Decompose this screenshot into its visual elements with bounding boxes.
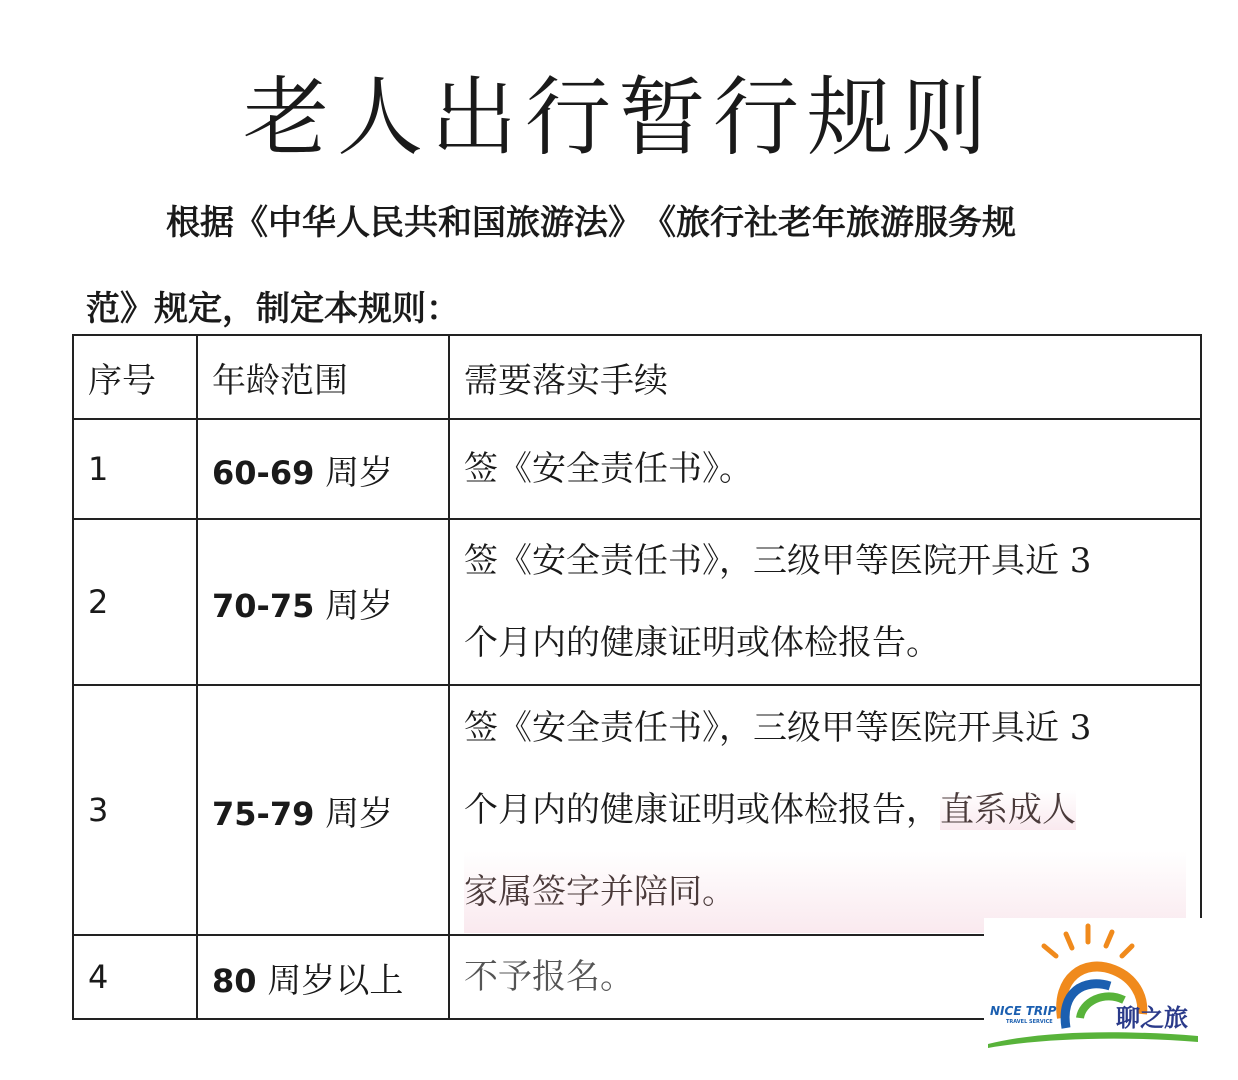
intro-line-1	[86, 180, 1196, 266]
age-unit: 周岁	[314, 793, 394, 834]
table-row	[73, 419, 1201, 519]
table-row	[73, 519, 1201, 685]
age-unit: 周岁以上	[256, 960, 404, 1001]
logo-chinese-text: 聊之旅	[1116, 1004, 1188, 1032]
table-row	[73, 685, 1201, 935]
table-header-row	[73, 335, 1201, 419]
requirement-line	[464, 769, 1186, 851]
requirement-line: 不予报名。	[464, 957, 634, 997]
row-age	[197, 519, 449, 685]
requirement-line-text: 个月内的健康证明或体检报告，	[464, 790, 940, 830]
row-number: 1	[73, 419, 197, 519]
age-number: 60-69	[212, 453, 315, 492]
row-age	[197, 685, 449, 935]
logo-english-text: NICE TRIP	[990, 1004, 1057, 1018]
row-age	[197, 419, 449, 519]
row-number: 4	[73, 935, 197, 1019]
age-number: 80	[212, 961, 257, 1000]
header-age-range: 年龄范围	[197, 335, 449, 419]
highlighted-text: 直系成人	[940, 790, 1076, 830]
row-age	[197, 935, 449, 1019]
requirement-line: 签《安全责任书》，三级甲等医院开具近 3	[464, 541, 1092, 581]
header-number: 序号	[73, 335, 197, 419]
requirement-line: 家属签字并陪同。	[464, 851, 1186, 933]
age-number: 70-75	[212, 586, 315, 625]
header-requirements: 需要落实手续	[449, 335, 1201, 419]
requirement-line: 签《安全责任书》。	[464, 449, 753, 489]
logo-subtitle-text: TRAVEL SERVICE	[1006, 1019, 1053, 1025]
intro-paragraph	[86, 180, 1196, 352]
row-requirement	[449, 685, 1201, 935]
requirement-line: 个月内的健康证明或体检报告。	[464, 623, 940, 663]
intro-line-1-text: 根据《中华人民共和国旅游法》 《旅行社老年旅游服务规	[166, 203, 1016, 243]
row-requirement	[449, 519, 1201, 685]
age-unit: 周岁	[314, 452, 394, 493]
requirement-line: 签《安全责任书》，三级甲等医院开具近 3	[464, 708, 1092, 748]
nice-trip-logo	[984, 918, 1204, 1050]
intro-line-2: 范》规定，制定本规则：	[86, 289, 460, 329]
row-number: 2	[73, 519, 197, 685]
row-number: 3	[73, 685, 197, 935]
page-title: 老人出行暂行规则	[243, 68, 995, 168]
age-number: 75-79	[212, 794, 315, 833]
row-requirement	[449, 419, 1201, 519]
age-unit: 周岁	[314, 585, 394, 626]
